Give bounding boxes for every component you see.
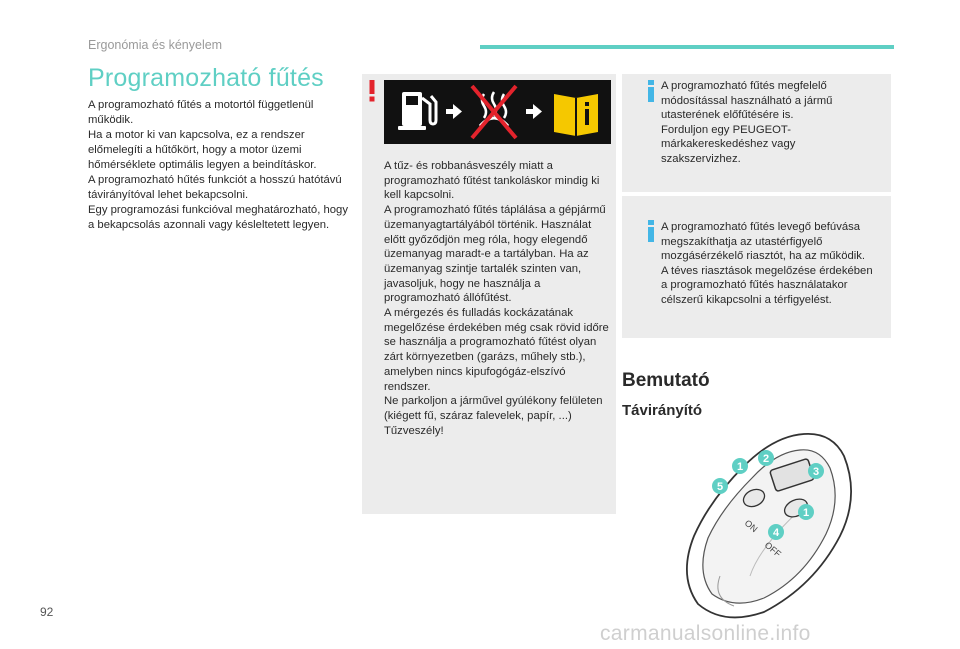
watermark: carmanualsonline.info xyxy=(600,622,811,645)
on-button-label: ON xyxy=(742,517,760,535)
info-text-adaptation xyxy=(661,79,877,167)
svg-text:4: 4 xyxy=(772,527,780,539)
no-heating-icon xyxy=(472,86,516,138)
svg-text:1: 1 xyxy=(802,507,810,519)
warning-text xyxy=(384,159,610,438)
intro-paragraph: Ha a motor ki van kapcsolva, ez a rendszer előmelegíti a hűtőkört, hogy a motor üzemi hőmérséklete optimális legyen a beindításkor. xyxy=(88,129,317,171)
callout-1-right xyxy=(798,504,814,520)
section-header: Ergonómia és kényelem xyxy=(88,38,223,52)
warning-paragraph: A programozható fűtés táplálása a gépjármű üzemanyagtartályából történik. Használat előtt győződjön meg róla, hogy elegendő üzemanyag maradt-e a tartályban. Ha az üzemanyag szintje tartalék szinten van, javasoljuk, hogy ne használja a programozható állófűtést. xyxy=(384,204,606,305)
intro-text xyxy=(88,98,356,233)
info-icon xyxy=(646,220,656,242)
warning-paragraph: A tűz- és robbanásveszély miatt a programozható fűtést tankoláskor mindig ki kell kapcsolni. xyxy=(384,160,600,202)
svg-text:2: 2 xyxy=(762,453,770,465)
exclamation-warning-icon xyxy=(368,80,376,102)
svg-text:1: 1 xyxy=(736,461,744,473)
exclamation-warning-icon xyxy=(368,80,382,102)
info-icon xyxy=(646,80,656,102)
callout-3 xyxy=(808,463,824,479)
fuel-pump-icon xyxy=(398,92,436,130)
info-text-alarm xyxy=(661,220,877,308)
info-paragraph: A programozható fűtés levegő befúvása megszakíthatja az utastérfigyelő mozgásérzékelő riasztót, ha az működik. xyxy=(661,221,866,263)
warning-paragraph: Ne parkoljon a járművel gyúlékony felületen (kiégett fű, száraz falevelek, papír, ...) Tűzveszély! xyxy=(384,395,603,437)
page-number: 92 xyxy=(40,605,54,619)
svg-text:5: 5 xyxy=(716,481,724,493)
info-paragraph: Forduljon egy PEUGEOT-márkakereskedéshez vagy szakszervizhez. xyxy=(661,123,796,165)
remote-control-illustration xyxy=(664,426,864,622)
section-header-bar xyxy=(480,45,894,49)
intro-paragraph: Egy programozási funkcióval meghatározható, hogy a bekapcsolás azonnali vagy késleltetett legyen. xyxy=(88,204,348,231)
off-button-label: OFF xyxy=(762,539,783,560)
intro-paragraph: A programozható hűtés funkciót a hosszú hatótávú távirányítóval lehet bekapcsolni. xyxy=(88,174,342,201)
arrow-right-icon xyxy=(526,104,542,119)
manual-book-icon xyxy=(554,94,598,136)
callout-1-top xyxy=(732,458,748,474)
info-paragraph: A programozható fűtés megfelelő módosítással használható a jármű utasterének előfűtésére is. xyxy=(661,80,833,122)
callout-4 xyxy=(768,524,784,540)
info-paragraph: A téves riasztások megelőzése érdekében a programozható fűtés használatakor célszerű kikapcsolni a térfigyelést. xyxy=(661,264,873,306)
intro-paragraph: A programozható fűtés a motortól függetlenül működik. xyxy=(88,99,314,126)
arrow-right-icon xyxy=(446,104,462,119)
warning-pictogram-strip xyxy=(384,80,611,144)
subsection-heading: Távirányító xyxy=(622,402,703,419)
callout-5 xyxy=(712,478,728,494)
svg-text:3: 3 xyxy=(812,466,820,478)
section-heading: Bemutató xyxy=(622,370,710,391)
page-title: Programozható fűtés xyxy=(88,64,324,92)
callout-2 xyxy=(758,450,774,466)
warning-paragraph: A mérgezés és fulladás kockázatának megelőzése érdekében még csak rövid időre se használja a programozható fűtést olyan zárt környezetben (garázs, műhely stb.), amelyben nincs kipufogógáz-elszívó rendszer. xyxy=(384,307,609,393)
